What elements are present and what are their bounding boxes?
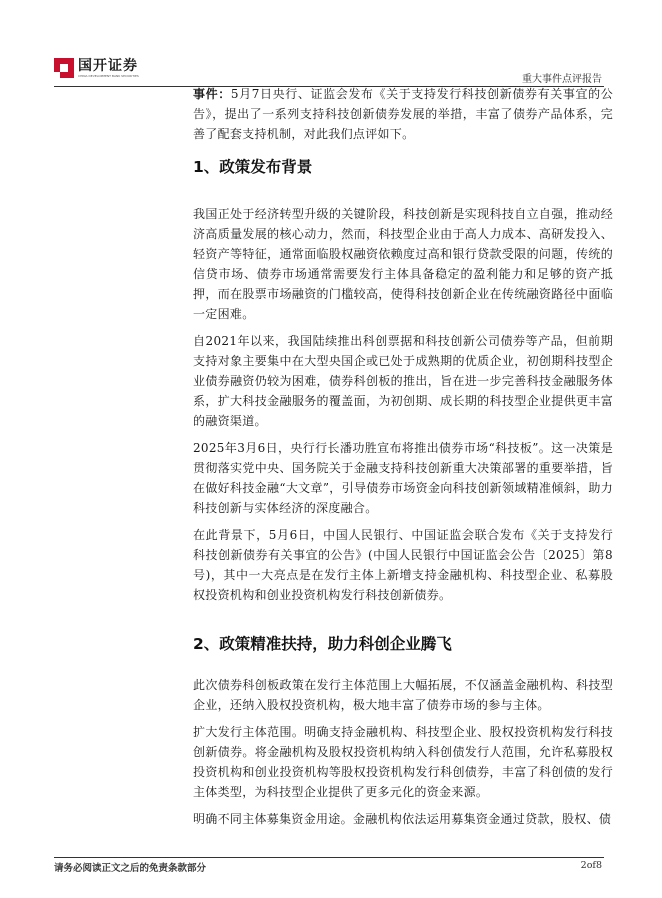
page-number: 2of8 [580, 860, 602, 871]
event-intro-paragraph [193, 84, 613, 144]
logo-english-name: CHINA DEVELOPMENT BANK SECURITIES [78, 73, 139, 78]
page-header [0, 0, 662, 92]
company-logo [54, 58, 139, 78]
section-1-paragraph: 自2021年以来，我国陆续推出科创票据和科技创新公司债券等产品，但前期支持对象主要集中在大型央国企或已处于成熟期的优质企业，初创期科技型企业债券融资仍较为困难，债券科创板的推出，旨在进一步完善科技金融服务体系，扩大科技金融服务的覆盖面，为初创期、成长期的科技型企业提供更丰富的融资渠道。 [193, 334, 613, 428]
document-body [193, 84, 613, 836]
section-1-paragraph: 我国正处于经济转型升级的关键阶段，科技创新是实现科技自立自强，推动经济高质量发展的核心动力，然而，科技型企业由于高人力成本、高研发投入、轻资产等特征，通常面临股权融资依赖度过高和银行贷款受限的问题，传统的信贷市场、债券市场通常需要发行主体具备稳定的盈利能力和足够的资产抵押，而在股票市场融资的门槛较高，使得科技创新企业在传统融资路径中面临一定困难。 [193, 207, 613, 321]
disclaimer-notice: 请务必阅读正文之后的免责条款部分 [54, 863, 207, 874]
section-1-title: 1、政策发布背景 [193, 158, 313, 176]
section-2-title: 2、政策精准扶持，助力科创企业腾飞 [193, 635, 452, 653]
section-2-paragraph: 扩大发行主体范围。明确支持金融机构、科技型企业、股权投资机构发行科技创新债券。将金融机构及股权投资机构纳入科创债发行人范围，允许私募股权投资机构和创业投资机构等股权投资机构发行科创债券，丰富了科创债的发行主体类型，为科技型企业提供了更多元化的资金来源。 [193, 725, 613, 799]
report-type-label: 重大事件点评报告 [522, 74, 602, 85]
section-2-paragraph: 明确不同主体募集资金用途。金融机构依法运用募集资金通过贷款，股权、债 [193, 812, 612, 826]
section-1-paragraph: 在此背景下，5月6日，中国人民银行、中国证监会联合发布《关于支持发行科技创新债券有关事宜的公告》(中国人民银行中国证监会公告〔2025〕第8号)，其中一大亮点是在发行主体上新增支持金融机构、科技型企业、私募股权投资机构和创业投资机构发行科技创新债券。 [193, 528, 613, 602]
section-1-paragraph: 2025年3月6日，央行行长潘功胜宣布将推出债券市场“科技板”。这一决策是贯彻落实党中央、国务院关于金融支持科技创新重大决策部署的重要举措，旨在做好科技金融“大文章”，引导债券市场资金向科技创新领域精准倾斜，助力科技创新与实体经济的深度融合。 [193, 441, 613, 515]
section-2-paragraph: 此次债券科创板政策在发行主体范围上大幅拓展，不仅涵盖金融机构、科技型企业，还纳入股权投资机构，极大地丰富了债券市场的参与主体。 [193, 678, 613, 712]
logo-mark-icon [54, 58, 74, 78]
logo-chinese-name: 国开证券 [78, 57, 138, 74]
footer-divider [54, 857, 604, 858]
event-text: 5月7日央行、证监会发布《关于支持发行科技创新债券有关事宜的公告》，提出了一系列支持科技创新债券发展的举措，丰富了债券产品体系，完善了配套支持机制，对此我们点评如下。 [193, 87, 613, 141]
event-label: 事件： [193, 87, 231, 101]
